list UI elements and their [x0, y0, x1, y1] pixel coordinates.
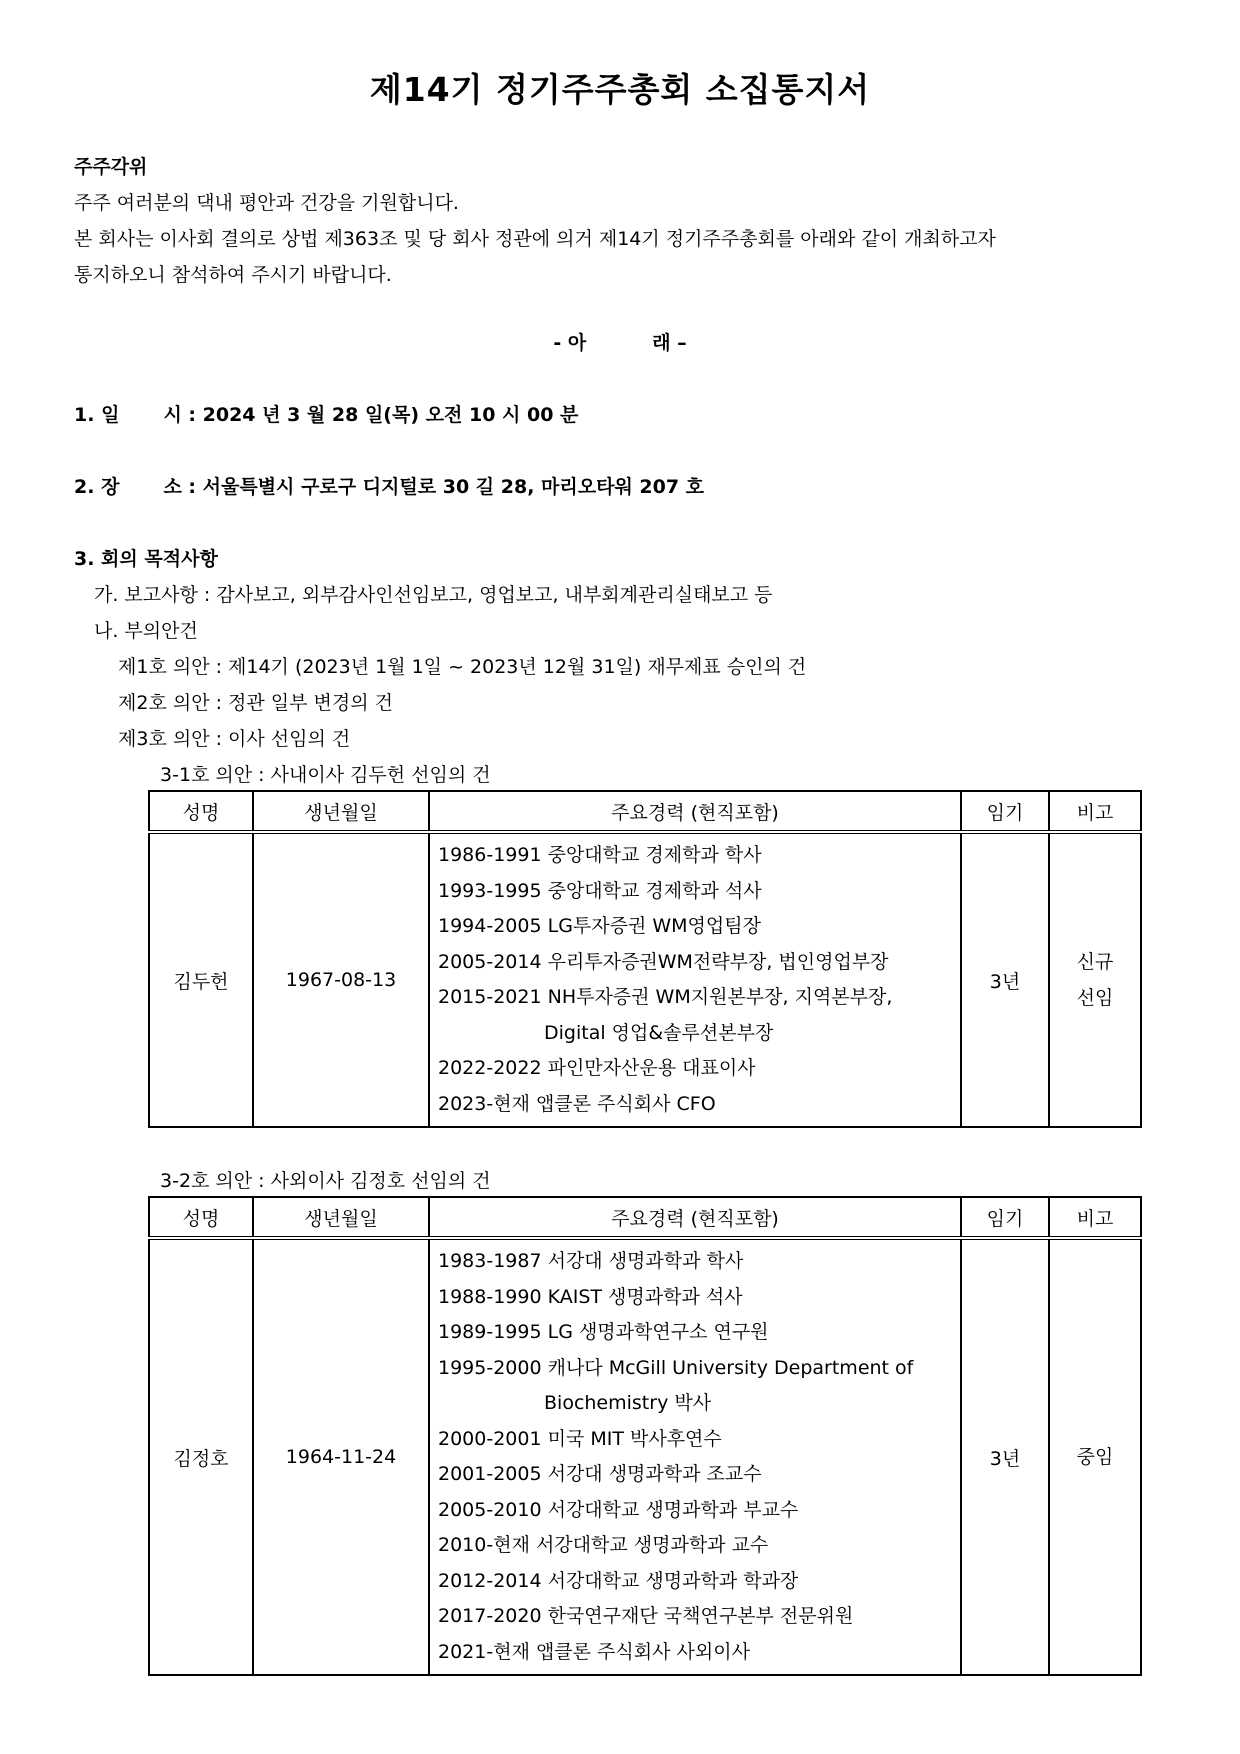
report-items: 가. 보고사항 : 감사보고, 외부감사인선임보고, 영업보고, 내부회계관리실태보고 등: [94, 584, 773, 606]
career-line: 2010-현재 서강대학교 생명과학과 교수: [438, 1534, 769, 1556]
notice-marker-right: 래 –: [652, 332, 687, 354]
career-line: 2000-2001 미국 MIT 박사후연수: [438, 1427, 722, 1450]
header-term: 임기: [961, 791, 1049, 832]
career-line: 2001-2005 서강대 생명과학과 조교수: [438, 1463, 762, 1485]
career-line: 2012-2014 서강대학교 생명과학과 학과장: [438, 1569, 799, 1592]
meeting-place: [74, 472, 704, 499]
proposal-3: 제3호 의안 : 이사 선임의 건: [118, 728, 351, 750]
candidate-note: [1049, 832, 1141, 1127]
header-birth: 생년월일: [253, 791, 429, 832]
candidate-term: 3년: [961, 832, 1049, 1127]
candidate-career: [429, 1238, 961, 1675]
item-number: 1.: [74, 404, 95, 426]
item-number: 2.: [74, 476, 95, 498]
candidate-birth: 1964-11-24: [253, 1238, 429, 1675]
career-line: 2021-현재 앱클론 주식회사 사외이사: [438, 1640, 750, 1663]
candidate-1-table: [148, 790, 1142, 1128]
candidate-career: [429, 832, 961, 1127]
header-note: 비고: [1049, 1197, 1141, 1238]
header-career: 주요경력 (현직포함): [429, 791, 961, 832]
career-line: 1988-1990 KAIST 생명과학과 석사: [438, 1285, 743, 1308]
header-birth: 생년월일: [253, 1197, 429, 1238]
candidate-1-caption: 3-1호 의안 : 사내이사 김두헌 선임의 건: [160, 764, 491, 786]
table-row: [149, 832, 1141, 1127]
career-line: Biochemistry 박사: [544, 1392, 712, 1414]
header-name: 성명: [149, 791, 253, 832]
candidate-name: 김두헌: [149, 832, 253, 1127]
career-line: 1986-1991 중앙대학교 경제학과 학사: [438, 844, 762, 866]
table-row: [149, 1238, 1141, 1675]
header-term: 임기: [961, 1197, 1049, 1238]
notice-marker-left: - 아: [553, 332, 587, 354]
career-line: 1994-2005 LG투자증권 WM영업팀장: [438, 915, 761, 937]
career-line: 2023-현재 앱클론 주식회사 CFO: [438, 1092, 716, 1115]
career-line: 2005-2010 서강대학교 생명과학과 부교수: [438, 1498, 799, 1521]
date-value: : 2024 년 3 월 28 일(목) 오전 10 시 00 분: [188, 404, 579, 426]
note-line: 신규: [1076, 951, 1114, 973]
intro-line-3: 통지하오니 참석하여 주시기 바랍니다.: [74, 264, 392, 286]
place-label-a: 장: [101, 476, 120, 498]
intro-line-2: 본 회사는 이사회 결의로 상법 제363조 및 당 회사 정관에 의거 제14기 정기주주총회를 아래와 같이 개최하고자: [74, 228, 996, 250]
place-label-b: 소: [163, 476, 182, 498]
candidate-term: 3년: [961, 1238, 1049, 1675]
date-label-b: 시: [163, 404, 182, 426]
header-note: 비고: [1049, 791, 1141, 832]
proposal-2: 제2호 의안 : 정관 일부 변경의 건: [118, 692, 393, 714]
career-line: 2017-2020 한국연구재단 국책연구본부 전문위원: [438, 1605, 854, 1627]
candidate-note: [1049, 1238, 1141, 1675]
place-value: : 서울특별시 구로구 디지털로 30 길 28, 마리오타워 207 호: [188, 476, 705, 498]
date-label-a: 일: [101, 404, 120, 426]
career-line: Digital 영업&솔루션본부장: [544, 1021, 774, 1044]
career-line: 2015-2021 NH투자증권 WM지원본부장, 지역본부장,: [438, 986, 893, 1008]
meeting-date: [74, 400, 578, 427]
notice-marker: [0, 328, 1240, 355]
candidate-2-caption: 3-2호 의안 : 사외이사 김정호 선임의 건: [160, 1170, 491, 1192]
career-line: 1989-1995 LG 생명과학연구소 연구원: [438, 1321, 769, 1343]
note-line: 선임: [1076, 987, 1114, 1009]
career-line: 2005-2014 우리투자증권WM전략부장, 법인영업부장: [438, 950, 889, 973]
proposal-1: 제1호 의안 : 제14기 (2023년 1월 1일 ~ 2023년 12월 31일) 재무제표 승인의 건: [118, 656, 807, 678]
header-name: 성명: [149, 1197, 253, 1238]
salutation: 주주각위: [74, 156, 148, 178]
resolution-heading: 나. 부의안건: [94, 620, 198, 642]
candidate-birth: 1967-08-13: [253, 832, 429, 1127]
career-line: 2022-2022 파인만자산운용 대표이사: [438, 1057, 756, 1079]
note-line: 중임: [1076, 1446, 1114, 1468]
agenda-title: 3. 회의 목적사항: [74, 548, 218, 570]
career-line: 1995-2000 캐나다 McGill University Department of: [438, 1356, 914, 1379]
candidate-name: 김정호: [149, 1238, 253, 1675]
table-header-row: [149, 1197, 1141, 1238]
career-line: 1993-1995 중앙대학교 경제학과 석사: [438, 879, 762, 902]
career-line: 1983-1987 서강대 생명과학과 학사: [438, 1250, 744, 1272]
header-career: 주요경력 (현직포함): [429, 1197, 961, 1238]
intro-line-1: 주주 여러분의 댁내 평안과 건강을 기원합니다.: [74, 192, 459, 214]
table-header-row: [149, 791, 1141, 832]
document-title: 제14기 정기주주총회 소집통지서: [369, 70, 871, 109]
candidate-2-table: [148, 1196, 1142, 1676]
